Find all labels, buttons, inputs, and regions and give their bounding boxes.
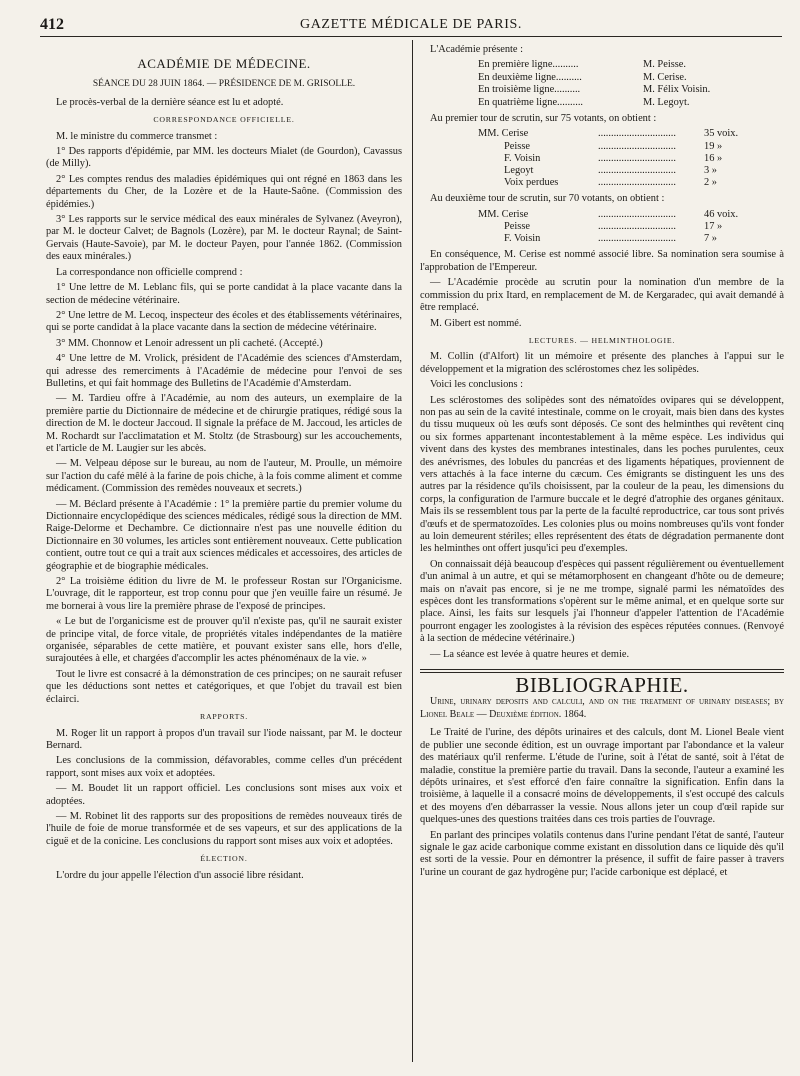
paragraph: — M. Velpeau dépose sur le bureau, au nom de l'auteur, M. Proulle, un mémoire sur l'action du café mêlé à la farine de pois chiche, à la fois comme aliment et comme médicament. (Commission des remèdes nouveaux et secrets.) <box>46 458 402 495</box>
quote-paragraph: « Le but de l'organicisme est de prouver qu'il n'existe pas, qu'il ne saurait exister de principe vital, de force vitale, de propriétés vitales indépendantes de la matière organisée, séparables de cette matière, et pouvant exister sans elle, hors d'elle, surajoutées à elle, et chargées d'accomplir les actes phénoménaux de la vie. » <box>46 616 402 665</box>
vote-name: Legoyt <box>504 165 534 177</box>
vote-value: 46 voix. <box>704 208 739 220</box>
subhead-lectures: LECTURES. — HELMINTHOLOGIE. <box>528 335 676 345</box>
vote-value: 35 voix. <box>704 128 739 140</box>
vote-name: Peisse <box>504 221 530 233</box>
rank-row <box>420 59 784 71</box>
rank-line: En quatrième ligne.......... <box>478 96 584 108</box>
column-divider <box>412 40 413 1062</box>
paragraph: M. Gibert est nommé. <box>430 317 522 329</box>
vote-dots: .............................. <box>598 152 676 164</box>
vote-value: 7 » <box>704 233 717 245</box>
paragraph: On connaissait déjà beaucoup d'espèces qui passent régulièrement ou éventuellement d'un animal à un autre, et qui se métamorphosent en changeant d'hôte ou de demeure; mais on n'avait pas encore, si je ne me trompe, signalé parmi les nématoïdes des espèces dont les transformations s'opèrent sur le même animal, et en quelque sorte sur place. Ainsi, les faits sur lesquels j'ai l'honneur d'appeler l'attention de l'Académie pourront engager les zoologistes à la révision des espèces réputées connues. (Renvoyé à la section de médecine vétérinaire.) <box>420 558 784 645</box>
paragraph: Voici les conclusions : <box>430 379 524 391</box>
vote-name: F. Voisin <box>504 233 541 245</box>
paragraph: — M. Robinet lit des rapports sur des propositions de remèdes nouveaux tirés de l'huile de foie de morue transformée et de ses vapeurs, et sur des applications de la ciguë et de la conicine. Les conclusions du rapport sont mises aux voix et adoptées. <box>46 810 402 847</box>
right-column <box>420 44 784 1068</box>
paragraph: 1° Des rapports d'épidémie, par MM. les docteurs Mialet (de Gourdon), Cavassus (de Milly). <box>46 146 402 170</box>
paragraph: M. le ministre du commerce transmet : <box>56 130 218 142</box>
paragraph: Les conclusions de la commission, défavorables, comme celles d'un précédent rapport, sont mises aux voix et adoptées. <box>46 755 402 779</box>
paragraph: M. Roger lit un rapport à propos d'un travail sur l'iode naissant, par M. le docteur Bernard. <box>46 727 402 751</box>
vote-table-tour2 <box>420 209 784 246</box>
journal-title: GAZETTE MÉDICALE DE PARIS. <box>300 17 522 32</box>
vote-dots: .............................. <box>598 221 676 233</box>
vote-table-tour1 <box>420 128 784 189</box>
subhead-correspondance: CORRESPONDANCE OFFICIELLE. <box>153 115 295 125</box>
vote-name: Voix perdues <box>504 177 559 189</box>
paragraph: Au premier tour de scrutin, sur 75 votants, on obtient : <box>430 113 657 125</box>
rank-line: En première ligne.......... <box>478 59 579 71</box>
paragraph: L'ordre du jour appelle l'élection d'un associé libre résidant. <box>56 869 304 881</box>
paragraph: — La séance est levée à quatre heures et demie. <box>430 648 630 660</box>
book-title: Urine, urinary deposits and calculi, and on the treatment of urinary diseases; by Lionel Beale — Deuxième édition. 1864. <box>420 696 784 720</box>
vote-value: 17 » <box>704 221 723 233</box>
vote-value: 2 » <box>704 177 717 189</box>
page-number: 412 <box>40 16 64 33</box>
vote-row <box>478 153 784 165</box>
vote-row <box>478 221 784 233</box>
vote-dots: .............................. <box>598 177 676 189</box>
rank-row <box>420 97 784 109</box>
rank-name: M. Peisse. <box>643 59 687 71</box>
vote-row <box>478 128 784 140</box>
rank-line: En deuxième ligne.......... <box>478 71 582 83</box>
paragraph: Les sclérostomes des solipèdes sont des nématoïdes ovipares qui se développent, non pas au sein de la cavité intestinale, comme on le croyait, mais bien dans des kystes du tissu muqueux où les œufs sont déposés. Ce sont des helminthes qui revêtent cinq ou six formes appartenant incontestablement à la même espèce. Les individus qui vivent dans des kystes des membranes intestinales, dans les poches purulentes, ceux des anévrismes, des lobules du pancréas et des ligaments hépatiques, proviennent de vers attachés à la face interne du cæcum. Ces émigrants se distinguent les uns des autres par la résidence qu'ils choisissent, par la couleur de la peau, les dimensions du corps, la configuration de l'armure buccale et le degré d'atrophie des organes génitaux. Mais ils se ressemblent tous par la perte de la faculté reproductrice, car tous sont privés d'œufs et de spermatozoïdes. Les colonies plus ou moins nombreuses qu'ils vont fonder au loin demeurent stériles; elles représentent des états de dégradation permanente dont les helminthes ont offert jusqu'ici peu d'exemples. <box>420 394 784 555</box>
rank-name: M. Cerise. <box>643 71 687 83</box>
vote-name: F. Voisin <box>504 152 541 164</box>
paragraph: 4° Une lettre de M. Vrolick, président de l'Académie des sciences d'Amsterdam, qui adresse des remerciments à l'Académie de médecine pour l'envoi de ses Bulletins, et qui fait hommage des Bulletins de l'Académie d'Amsterdam. <box>46 353 402 389</box>
section-title-academie: ACADÉMIE DE MÉDECINE. <box>137 56 311 71</box>
vote-dots: .............................. <box>598 208 676 220</box>
paragraph: Le Traité de l'urine, des dépôts urinaires et des calculs, dont M. Lionel Beale vient de publier une seconde édition, est un ouvrage important par l'abondance et la valeur des matériaux qu'il renferme. L'étude de l'urine, soit à l'état de santé, soit à l'état de maladie, constitue la première partie du travail. Dans la seconde, l'auteur a examiné les dépôts urinaires, et s'est efforcé d'en faire connaître la signification. Enfin dans la troisième, à laquelle il a consacré moins de développements, il s'est occupé des calculs et des moyens d'en débarrasser la vessie. Nous allons jeter un coup d'œil rapide sur quelques-unes des questions traitées dans ces trois parties de l'ouvrage. <box>420 727 784 826</box>
left-column <box>46 44 402 1068</box>
vote-name: MM. Cerise <box>478 208 529 220</box>
paragraph: En conséquence, M. Cerise est nommé associé libre. Sa nomination sera soumise à l'approbation de l'Empereur. <box>420 249 784 273</box>
vote-dots: .............................. <box>598 140 676 152</box>
vote-value: 3 » <box>704 165 717 177</box>
paragraph: 2° Une lettre de M. Lecoq, inspecteur des écoles et des établissements vétérinaires, qui se porte candidat à la place vacante dans la section de médecine vétérinaire. <box>46 309 402 334</box>
page-header <box>40 14 782 37</box>
vote-row <box>478 233 784 245</box>
subhead-rapports: RAPPORTS. <box>199 712 249 722</box>
bibliographie-heading: BIBLIOGRAPHIE. <box>515 673 689 698</box>
paragraph: — M. Tardieu offre à l'Académie, au nom des auteurs, un exemplaire de la première partie du Dictionnaire de médecine et de chirurgie pratiques, rédigé sous la direction de M. le docteur Jaccoud. Il signale la préface de M. Jaccoud, les articles de M. Rochardt sur l'acclimatation et M. Stoltz (de Strasbourg) sur les accouchements, et l'article de M. Laugier sur les abcès. <box>46 393 402 454</box>
paragraph: — M. Béclard présente à l'Académie : 1° la première partie du premier volume du Dictionnaire encyclopédique des sciences médicales, rédigé sous la direction de MM. Raige-Delorme et Dechambre. Ce dictionnaire n'est pas une nouvelle édition du Dictionnaire en 30 volumes, les articles sont entièrement nouveaux. Cette publication contient, outre tout ce qui a trait aux sciences médicales et accessoires, des articles de géographie et de biographie médicales. <box>46 498 402 572</box>
paragraph: — L'Académie procède au scrutin pour la nomination d'un membre de la commission du prix Itard, en remplacement de M. de Kergaradec, qui avait demandé à être remplacé. <box>420 277 784 314</box>
paragraph: 3° Les rapports sur le service médical des eaux minérales de Sylvanez (Aveyron), par M. le docteur Calvet; de Bagnols (Lozère), par M. le docteur Raynal; de Saint-Gervais (Haute-Savoie), par M. le docteur Payen, pour l'année 1862. (Commission des eaux minérales.) <box>46 214 402 263</box>
paragraph: En parlant des principes volatils contenus dans l'urine pendant l'état de santé, l'auteur signale le gaz acide carbonique comme existant en dissolution dans ce liquide dès qu'il est sorti de la vessie. Pour en démontrer la présence, il suffit de faire passer à travers l'urine un courant de gaz hydrogène pur; l'acide carbonique est déplacé, et <box>420 829 784 878</box>
subhead-election: ÉLECTION. <box>200 854 248 864</box>
rank-row <box>420 84 784 96</box>
vote-dots: .............................. <box>598 165 676 177</box>
vote-row <box>478 141 784 153</box>
vote-name: MM. Cerise <box>478 128 529 140</box>
vote-dots: .............................. <box>598 128 676 140</box>
paragraph: Tout le livre est consacré à la démonstration de ces principes; on ne saurait refuser que les déductions sont nettes et catégoriques, et que l'objet du travail est bien éclairci. <box>46 668 402 705</box>
seance-line: SÉANCE DU 28 JUIN 1864. — PRÉSIDENCE DE M. GRISOLLE. <box>92 79 356 90</box>
paragraph: 2° Les comptes rendus des maladies épidémiques qui ont régné en 1863 dans les départements du Cher, de la Lozère et de la Haute-Saône. (Commission des épidémies.) <box>46 173 402 210</box>
paragraph: 1° Une lettre de M. Leblanc fils, qui se porte candidat à la place vacante dans la section de médecine vétérinaire. <box>46 282 402 306</box>
vote-name: Peisse <box>504 140 530 152</box>
paragraph: M. Collin (d'Alfort) lit un mémoire et présente des planches à l'appui sur le développement et la migration des sclérostomes chez les solipèdes. <box>420 351 784 375</box>
paragraph: 2° La troisième édition du livre de M. le professeur Rostan sur l'Organicisme. L'ouvrage, dit le rapporteur, est trop connu pour que j'en veuille faire un résumé. Je me bornerai à vous lire la première phrase de l'exposé de principes. <box>46 576 402 612</box>
rank-name: M. Legoyt. <box>643 96 690 108</box>
vote-value: 19 » <box>704 140 723 152</box>
paragraph: Le procès-verbal de la dernière séance est lu et adopté. <box>56 96 284 108</box>
paragraph: — M. Boudet lit un rapport officiel. Les conclusions sont mises aux voix et adoptées. <box>46 783 402 807</box>
vote-row <box>478 209 784 221</box>
rank-row <box>420 72 784 84</box>
ranks-list <box>420 59 784 109</box>
vote-row <box>478 177 784 189</box>
vote-row <box>478 165 784 177</box>
paragraph: 3° MM. Chonnow et Lenoir adressent un pli cacheté. (Accepté.) <box>56 337 323 349</box>
rank-name: M. Félix Voisin. <box>643 84 711 96</box>
vote-dots: .............................. <box>598 233 676 245</box>
paragraph: La correspondance non officielle comprend : <box>56 266 243 278</box>
paragraph: Au deuxième tour de scrutin, sur 70 votants, on obtient : <box>430 193 665 205</box>
vote-value: 16 » <box>704 152 723 164</box>
paragraph: L'Académie présente : <box>430 44 524 55</box>
rank-line: En troisième ligne.......... <box>478 84 581 96</box>
